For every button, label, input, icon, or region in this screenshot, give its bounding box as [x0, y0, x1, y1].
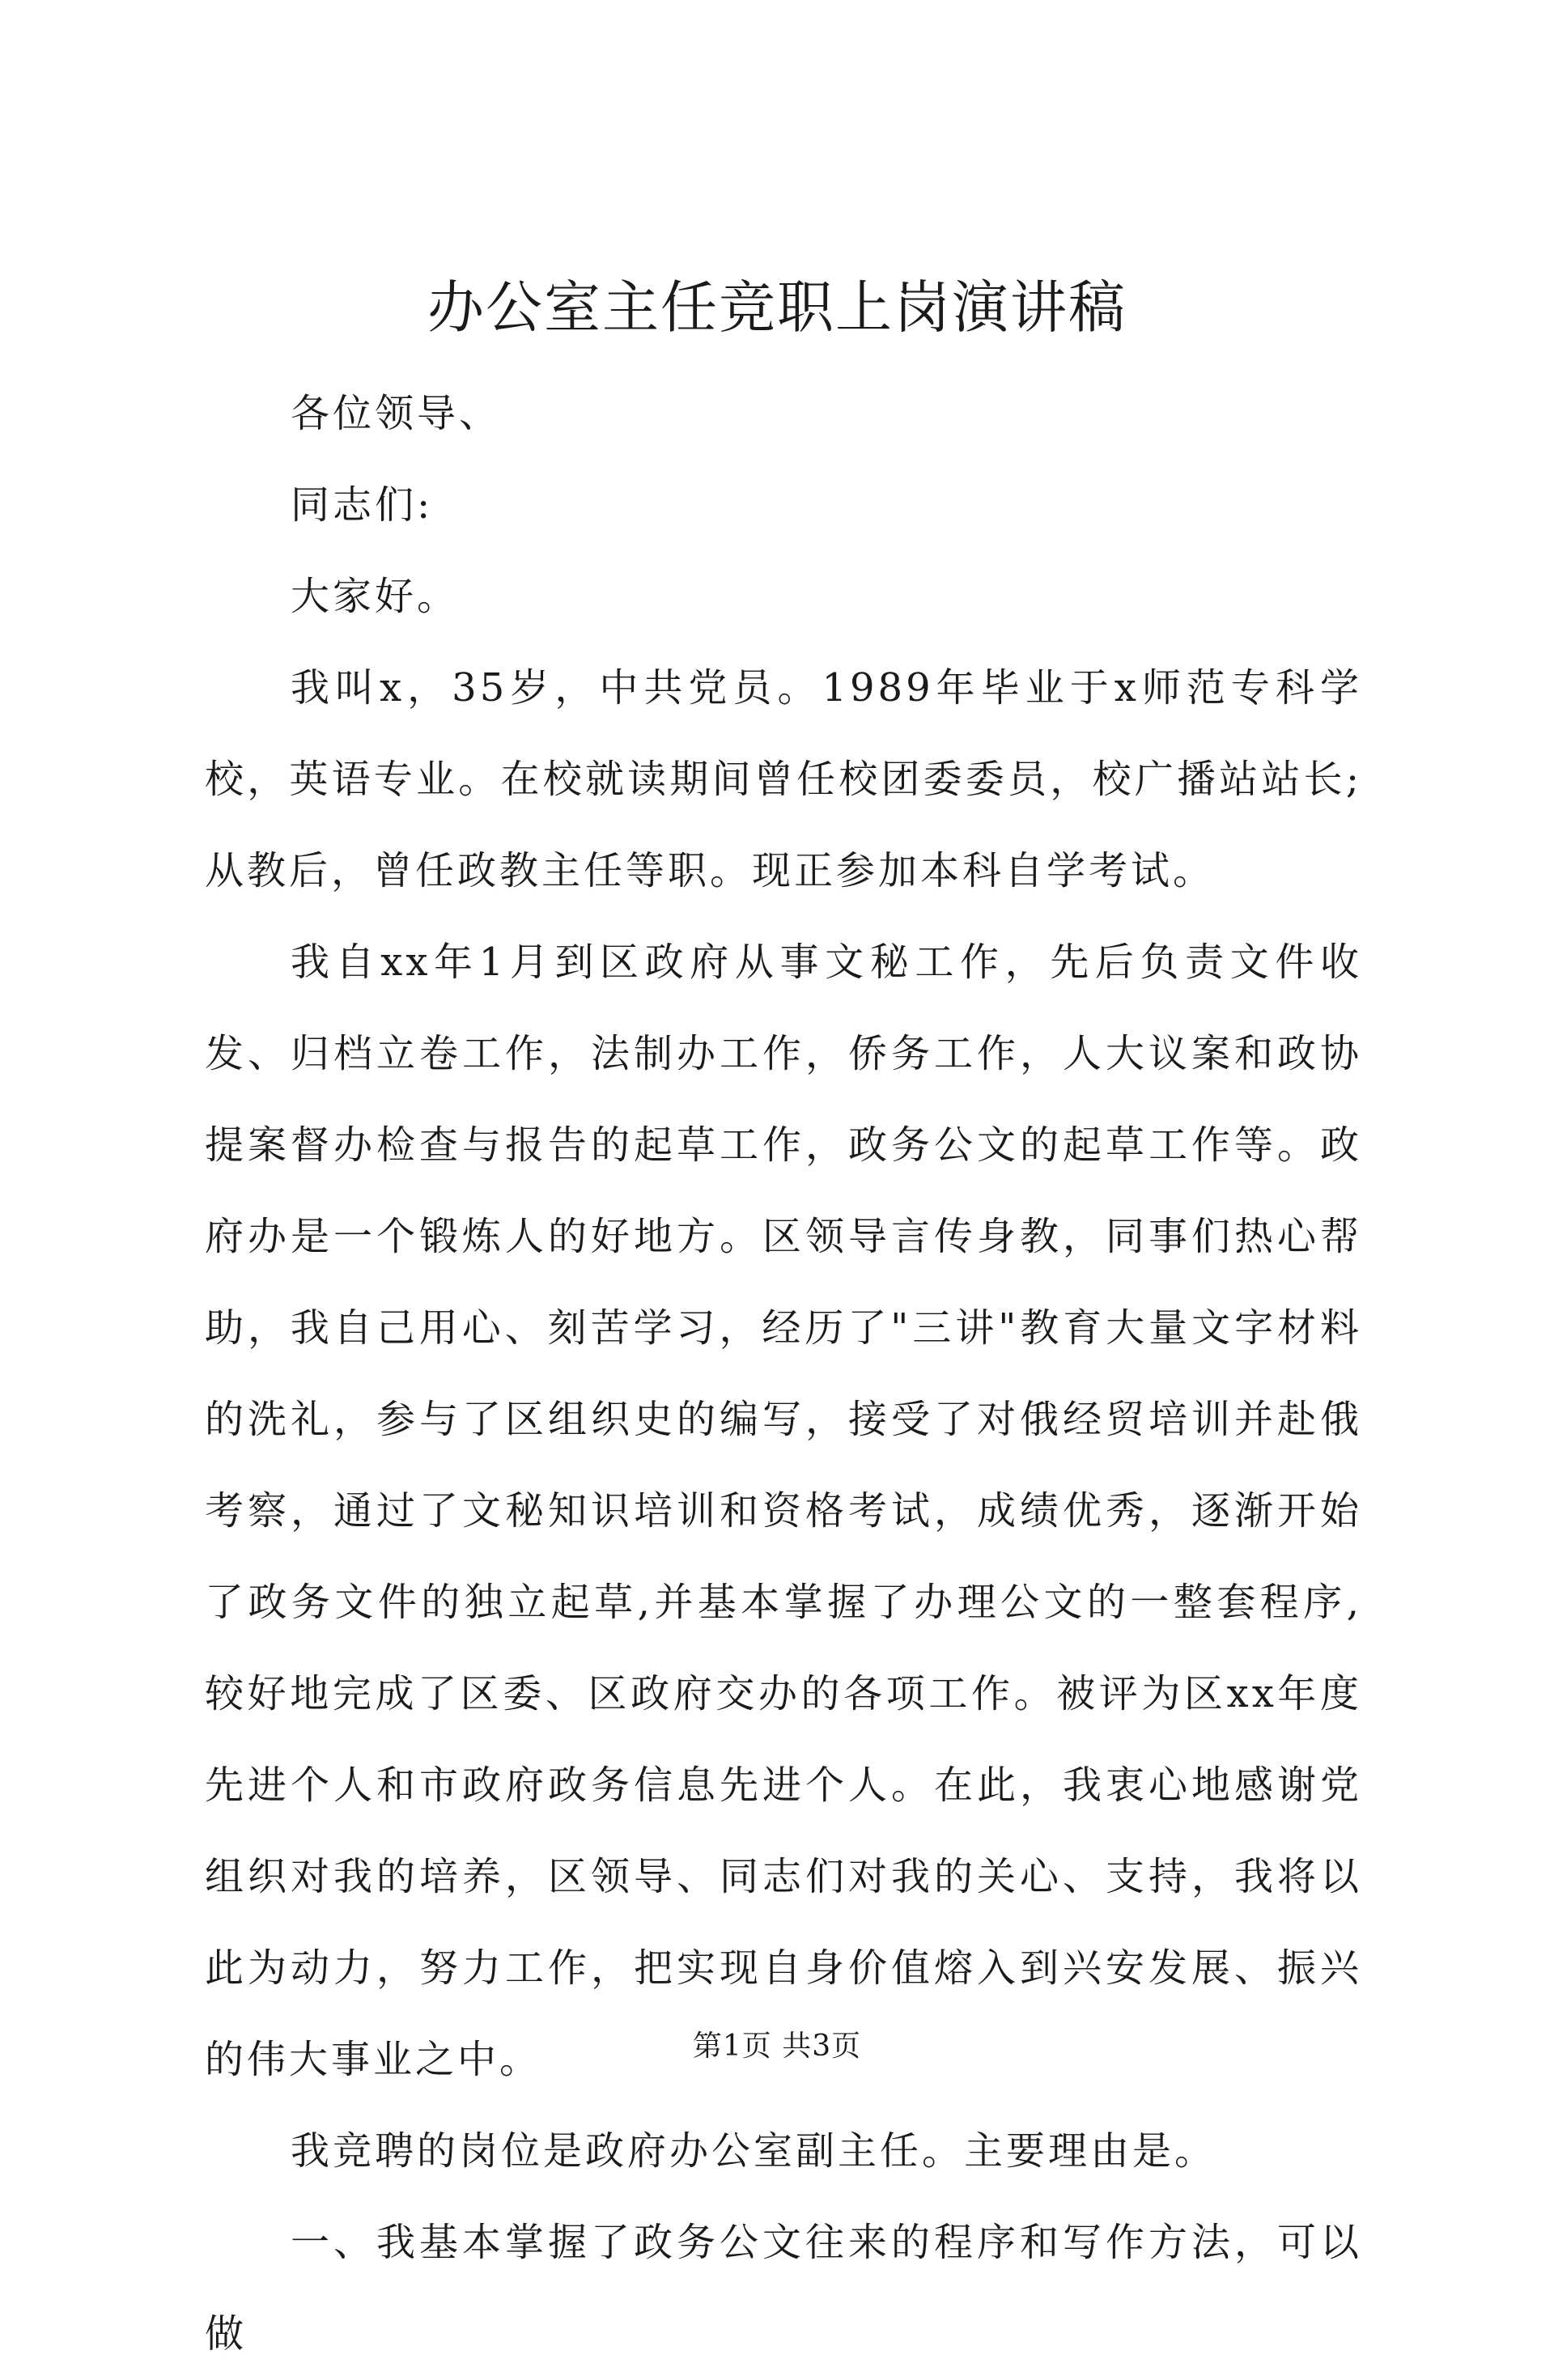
page-footer: 第1页 共3页 — [692, 2030, 862, 2063]
document-body — [205, 368, 1362, 2380]
paragraph-introduction: 我叫x，35岁，中共党员。1989年毕业于x师范专科学校，英语专业。在校就读期间曾任校团委委员，校广播站站长;从教后，曾任政教主任等职。现正参加本科自学考试。 — [205, 665, 1362, 893]
greeting: 大家好。 — [291, 574, 460, 619]
paragraph-position: 我竞聘的岗位是政府办公室副主任。主要理由是。 — [291, 2128, 1217, 2174]
paragraph-work-experience: 我自xx年1月到区政府从事文秘工作，先后负责文件收发、归档立卷工作，法制办工作，侨务工作，人大议案和政协提案督办检查与报告的起草工作，政务公文的起草工作等。政府办是一个锻炼人的好地方。区领导言传身教，同事们热心帮助，我自己用心、刻苦学习，经历了"三讲"教育大量文字材料的洗礼，参与了区组织史的编写，接受了对俄经贸培训并赴俄考察，通过了文秘知识培训和资格考试，成绩优秀，逐渐开始了政务文件的独立起草,并基本掌握了办理公文的一整套程序,较好地完成了区委、区政府交办的各项工作。被评为区xx年度先进个人和市政府政务信息先进个人。在此，我衷心地感谢党组织对我的培养，区领导、同志们对我的关心、支持，我将以此为动力，努力工作，把实现自身价值熔入到兴安发展、振兴的伟大事业之中。 — [205, 940, 1362, 2082]
document-title: 办公室主任竞职上岗演讲稿 — [427, 274, 1127, 341]
salutation-comrades: 同志们: — [291, 482, 434, 528]
salutation-leaders: 各位领导、 — [291, 391, 502, 436]
paragraph-reason-one: 一、我基本掌握了政务公文往来的程序和写作方法，可以做 — [205, 2220, 1362, 2357]
